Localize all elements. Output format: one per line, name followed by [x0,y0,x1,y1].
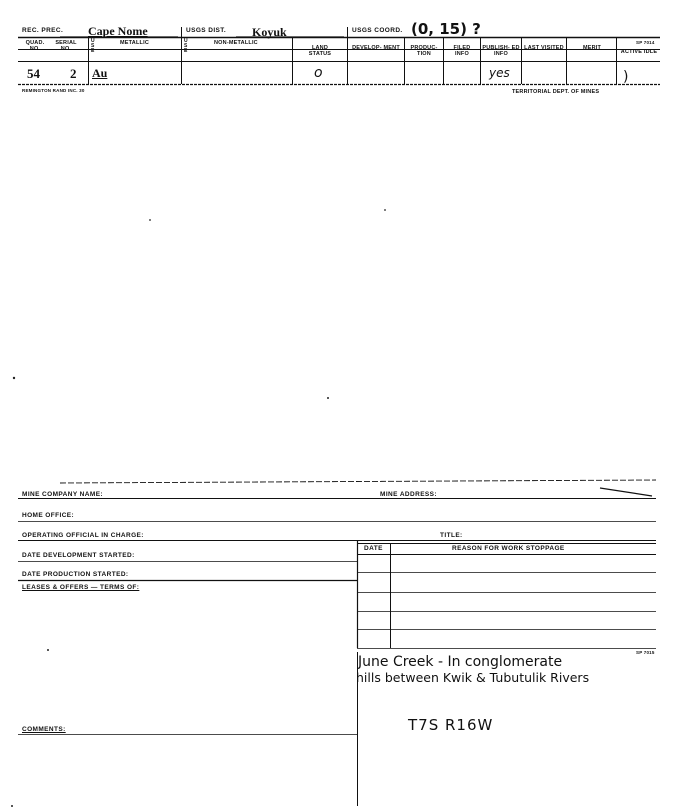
usgs-dist-label: USGS DIST. [186,27,227,34]
usgs-dist-value: Koyuk [252,25,287,39]
col-production: PRODUC- TION [410,45,438,57]
col-development: DEVELOP- MENT [352,45,400,51]
col-last-visited: LAST VISITED [524,45,564,51]
active-idle-mark: ) [623,69,629,85]
row-serial-no: 2 [70,66,77,81]
date-column-label: DATE [364,545,383,552]
col-merit: MERIT [582,45,602,51]
row-metallic: Au [92,66,108,80]
comments-label: COMMENTS: [22,726,66,733]
handwritten-note-line1: June Creek - In conglomerate [358,654,563,670]
col-land-status: LAND STATUS [308,45,332,57]
home-office-label: HOME OFFICE: [22,512,75,519]
col-use-a: U S E [91,38,95,54]
rec-prec-value: Cape Nome [88,24,148,38]
leases-label: LEASES & OFFERS — TERMS OF: [22,584,140,591]
title-label: TITLE: [440,532,463,539]
footer-right: TERRITORIAL DEPT. OF MINES [512,89,600,95]
col-non-metallic: NON-METALLIC [214,40,258,46]
row-land-status: o [314,65,323,81]
form-number-bottom: SP 7015 [636,650,655,655]
rec-prec-label: REC. PREC. [22,27,64,34]
col-use-b: U S E [184,38,188,54]
col-serial-no: SERIAL NO. [55,40,77,52]
col-filed-info: FILED INFO [453,45,471,57]
handwritten-note-line3: T7S R16W [408,716,494,734]
col-metallic: METALLIC [120,40,149,46]
row-published-info: yes [489,66,510,80]
mine-company-name-label: MINE COMPANY NAME: [22,491,103,498]
usgs-coord-value: (0, 15) ? [411,20,481,38]
date-production-label: DATE PRODUCTION STARTED: [22,571,129,578]
col-published-info: PUBLISH- ED INFO [482,45,520,57]
reason-column-label: REASON FOR WORK STOPPAGE [452,545,565,552]
mine-address-label: MINE ADDRESS: [380,491,437,498]
usgs-coord-label: USGS COORD. [352,27,403,34]
form-number-top: SP 7014 [636,40,655,45]
footer-left: REMINGTON RAND INC. 30 [22,88,85,93]
col-active-idle: ACTIVE IDLE [620,49,658,55]
handwritten-note-line2: hills between Kwik & Tubutulik Rivers [356,670,590,685]
col-quad-no: QUAD. NO. [25,40,45,52]
date-development-label: DATE DEVELOPMENT STARTED: [22,552,135,559]
operating-official-label: OPERATING OFFICIAL IN CHARGE: [22,532,144,539]
row-quad-no: 54 [27,66,40,81]
